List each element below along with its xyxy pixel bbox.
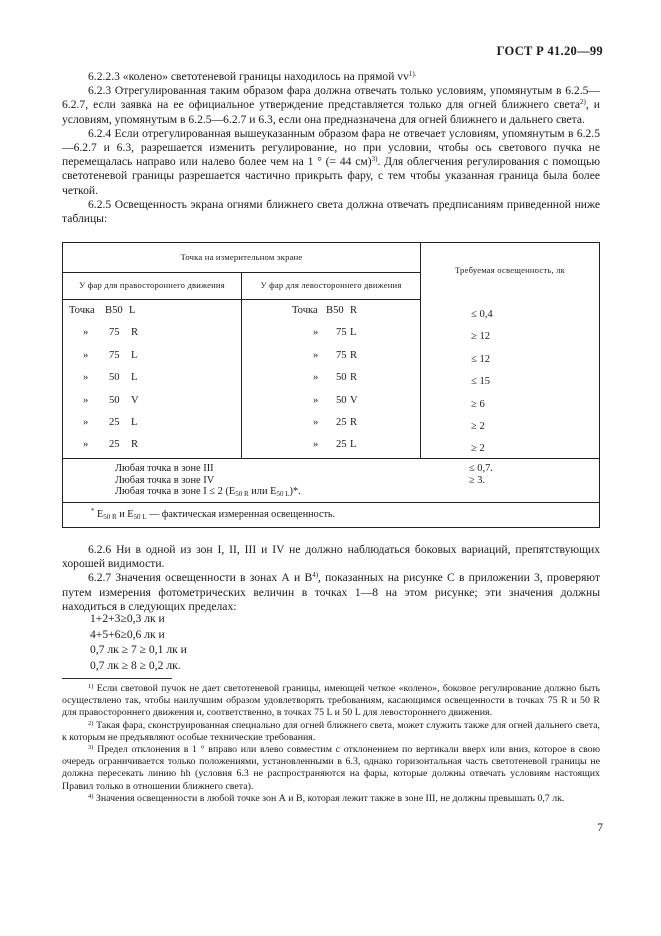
- row-point-side-right: R: [131, 439, 139, 451]
- paragraph-6-2-6: 6.2.6 Ни в одной из зон I, II, III и IV не должно наблюдаться боковых вариаций, препятствующих хорошей видимости.: [62, 543, 600, 571]
- row-prefix-left: »: [313, 327, 319, 339]
- footnote-ref: 3): [371, 155, 378, 164]
- row-prefix-left: »: [313, 372, 319, 384]
- row-lux-value: ≤ 12: [471, 353, 491, 365]
- zone-1-text: )*.: [289, 486, 301, 498]
- row-point-number-left: 50: [336, 372, 347, 384]
- row-prefix-left: »: [313, 439, 319, 451]
- table-header-lux: Требуемая освещенность, лк: [454, 265, 566, 275]
- footnote-text: Предел отклонения в 1 ° вправо или влево совместим с отклонением по вертикали вверх или вниз, которое в свою очередь ограничивается только положениями, установленными в 6.3, однако горизонтальная часть светотеневой границы не должна пересекать линию hh (условия 6.3 не распространяются на фары, которые должны отвечать условиям настоящих Правил только в отношении ближнего света).: [62, 744, 600, 792]
- subscript: 50 L: [276, 490, 290, 499]
- row-point-number-left: 25: [336, 417, 347, 428]
- footnote-4: [62, 793, 600, 805]
- zone-lines: [115, 463, 301, 498]
- row-lux-value: ≥ 6: [471, 398, 485, 410]
- zone-3-value: ≤ 0,7.: [469, 463, 493, 474]
- table-divider: [63, 502, 599, 503]
- row-point-number-left: 50: [336, 394, 347, 406]
- row-point-side-right: L: [131, 349, 138, 361]
- row-point-number-left: 25: [336, 439, 347, 451]
- paragraph-block-top: [62, 70, 600, 226]
- table-divider: [420, 243, 421, 458]
- footnote-mark: 3): [88, 744, 94, 752]
- zone-1-text: Любая точка в зоне I ≤ 2 (E: [115, 486, 236, 498]
- row-point-side-right: L: [131, 417, 138, 428]
- footnote-ref: 1).: [408, 70, 417, 78]
- row-point-number-left: B50: [326, 305, 344, 316]
- row-prefix-right: »: [83, 349, 89, 361]
- row-point-number-right: B50: [105, 305, 123, 316]
- footnote-mark: 2): [88, 719, 94, 727]
- row-point-number-right: 25: [109, 417, 120, 428]
- row-lux-value: ≥ 12: [471, 331, 491, 343]
- footnote-ref: 4): [312, 571, 319, 580]
- footnote-text: Такая фара, сконструированная специально для огней ближнего света, может служить также для огней дальнего света, к которым не предъявляют особые технические требования.: [62, 719, 600, 743]
- zone-4-value: ≥ 3.: [469, 474, 486, 486]
- row-point-side-left: R: [350, 349, 358, 361]
- zone-values: [469, 463, 493, 486]
- formula-line: 0,7 лк ≥ 7 ≥ 0,1 лк и: [90, 643, 187, 657]
- zone-1-label: [115, 486, 301, 498]
- table-header-right-traffic: У фар для правостороннего движения: [79, 280, 225, 290]
- zone-4-label: Любая точка в зоне IV: [115, 474, 215, 486]
- row-point-side-right: V: [131, 394, 139, 406]
- subscript: 50 R: [103, 513, 117, 521]
- row-point-side-left: V: [350, 394, 358, 406]
- row-prefix-right: »: [83, 372, 89, 384]
- table-divider: [63, 272, 420, 273]
- row-point-side-left: R: [350, 417, 358, 428]
- row-point-side-left: R: [350, 305, 358, 316]
- row-prefix-left: Точка: [292, 305, 318, 316]
- row-lux-value: ≤ 15: [471, 376, 491, 388]
- row-prefix-right: Точка: [69, 305, 95, 316]
- formula-line: 4+5+6≥0,6 лк и: [90, 627, 165, 641]
- note-text: и E: [116, 509, 134, 520]
- row-point-number-left: 75: [336, 327, 347, 339]
- paragraph-6-2-5: 6.2.5 Освещенность экрана огнями ближнего света должна отвечать предписаниям приведенной ниже таблицы:: [62, 197, 600, 226]
- paragraph-text: 6.2.7 Значения освещенности в зонах А и В: [88, 571, 313, 585]
- formula-line: 0,7 лк ≥ 8 ≥ 0,2 лк.: [90, 658, 181, 672]
- paragraph-text: 6.2.3 Отрегулированная таким образом фара должна отвечать только условиям, упомянутым в 6.2.5—6.2.7, если заявка на ее официальное утверждение представляется только для огней ближнего света: [62, 84, 600, 112]
- note-text: — фактическая измеренная освещенность.: [146, 509, 336, 520]
- row-prefix-right: »: [83, 439, 89, 451]
- footnote-separator: [62, 678, 172, 679]
- row-point-side-left: L: [350, 327, 357, 339]
- row-prefix-right: »: [83, 417, 89, 428]
- row-point-side-right: L: [131, 372, 138, 384]
- row-point-number-right: 25: [109, 439, 120, 451]
- paragraph-6-2-2-3: [62, 70, 600, 84]
- row-lux-value: ≥ 2: [471, 421, 485, 432]
- row-prefix-left: »: [313, 349, 319, 361]
- zone-1-text: или E: [248, 486, 277, 498]
- row-point-side-left: R: [350, 372, 358, 384]
- row-point-number-right: 75: [109, 327, 120, 339]
- row-point-side-right: L: [129, 305, 136, 316]
- subscript: 50 L: [133, 513, 147, 521]
- table-divider: [63, 299, 420, 300]
- footnote-mark: 4): [88, 792, 94, 800]
- row-prefix-right: »: [83, 394, 89, 406]
- formula-line: 1+2+3≥0,3 лк и: [90, 612, 165, 625]
- zone-3-label: Любая точка в зоне III: [115, 463, 214, 474]
- paragraph-text: , показанных на рисунке С в приложении 3, проверяют путем измерения фотометрических величин в точках 1—8 на этом рисунке; эти значения должны находиться в следующих пределах:: [62, 571, 600, 613]
- subscript: 50 R: [235, 490, 249, 499]
- paragraph-6-2-7: [62, 571, 600, 614]
- row-point-number-right: 50: [109, 394, 120, 406]
- footnote-3: [62, 744, 600, 793]
- row-prefix-left: »: [313, 394, 319, 406]
- paragraph-6-2-4: [62, 127, 600, 198]
- table-header-left-traffic: У фар для левостороннего движения: [260, 280, 402, 290]
- footnote-ref: 2): [579, 98, 586, 107]
- row-lux-value: ≥ 2: [471, 443, 485, 455]
- footnote-1: [62, 683, 600, 720]
- asterisk: *: [91, 507, 95, 515]
- footnote-text: Значения освещенности в любой точке зон А и В, которая лежит также в зоне III, не должны превышать 0,7 лк.: [93, 792, 565, 804]
- note-text: E: [94, 509, 104, 520]
- footnotes: [62, 683, 600, 805]
- paragraph-text: , и условиям, упомянутым в 6.2.5—6.2.7 и 6.3, если она предназначена для огней ближнего и дальнего света.: [62, 98, 600, 126]
- row-point-number-right: 75: [109, 349, 120, 361]
- row-point-side-left: L: [350, 439, 357, 451]
- footnote-mark: 1): [88, 683, 94, 690]
- page-number: 7: [597, 822, 603, 834]
- illuminance-table: [62, 242, 600, 528]
- paragraph-6-2-3: [62, 84, 600, 127]
- row-prefix-right: »: [83, 327, 89, 339]
- document-header: ГОСТ Р 41.20—99: [496, 44, 603, 58]
- paragraph-text: 6.2.2.3 «колено» светотеневой границы находилось на прямой vv: [88, 70, 409, 83]
- paragraph-text: 6.2.4 Если отрегулированная вышеуказанным образом фара не отвечает условиям, упомянутым в 6.2.5—6.2.7 и 6.3, разрешается изменить регулирование, но при условии, чтобы ось светового пучка не перемещалась направо или налево более чем на 1 ° (= 44 см): [62, 126, 600, 169]
- row-lux-value: ≤ 0,4: [471, 309, 493, 320]
- table-header-group: Точка на измерительном экране: [180, 252, 303, 262]
- row-point-number-right: 50: [109, 372, 120, 384]
- footnote-text: Если световой пучок не дает светотеневой границы, имеющей четкое «колено», боковое регулирование должно быть осуществлено так, чтобы наилучшим образом удовлетворять требованиям, касающимся освещенности в точках 75 R и 50 R для правостороннего движения и, соответственно, в точках 75 L и 50 L для левостороннего движения.: [62, 683, 600, 719]
- table-divider: [63, 458, 599, 459]
- paragraph-block-bottom: [62, 543, 600, 614]
- formula-list: [90, 611, 187, 673]
- footnote-2: [62, 720, 600, 744]
- row-prefix-left: »: [313, 417, 319, 428]
- row-point-number-left: 75: [336, 349, 347, 361]
- paragraph-text: . Для облегчения регулирования с помощью светотеневой границы разрешается частично прикрыть фару, с тем чтобы указанная граница была более четкой.: [62, 155, 600, 197]
- table-note: [91, 509, 335, 520]
- row-point-side-right: R: [131, 327, 139, 339]
